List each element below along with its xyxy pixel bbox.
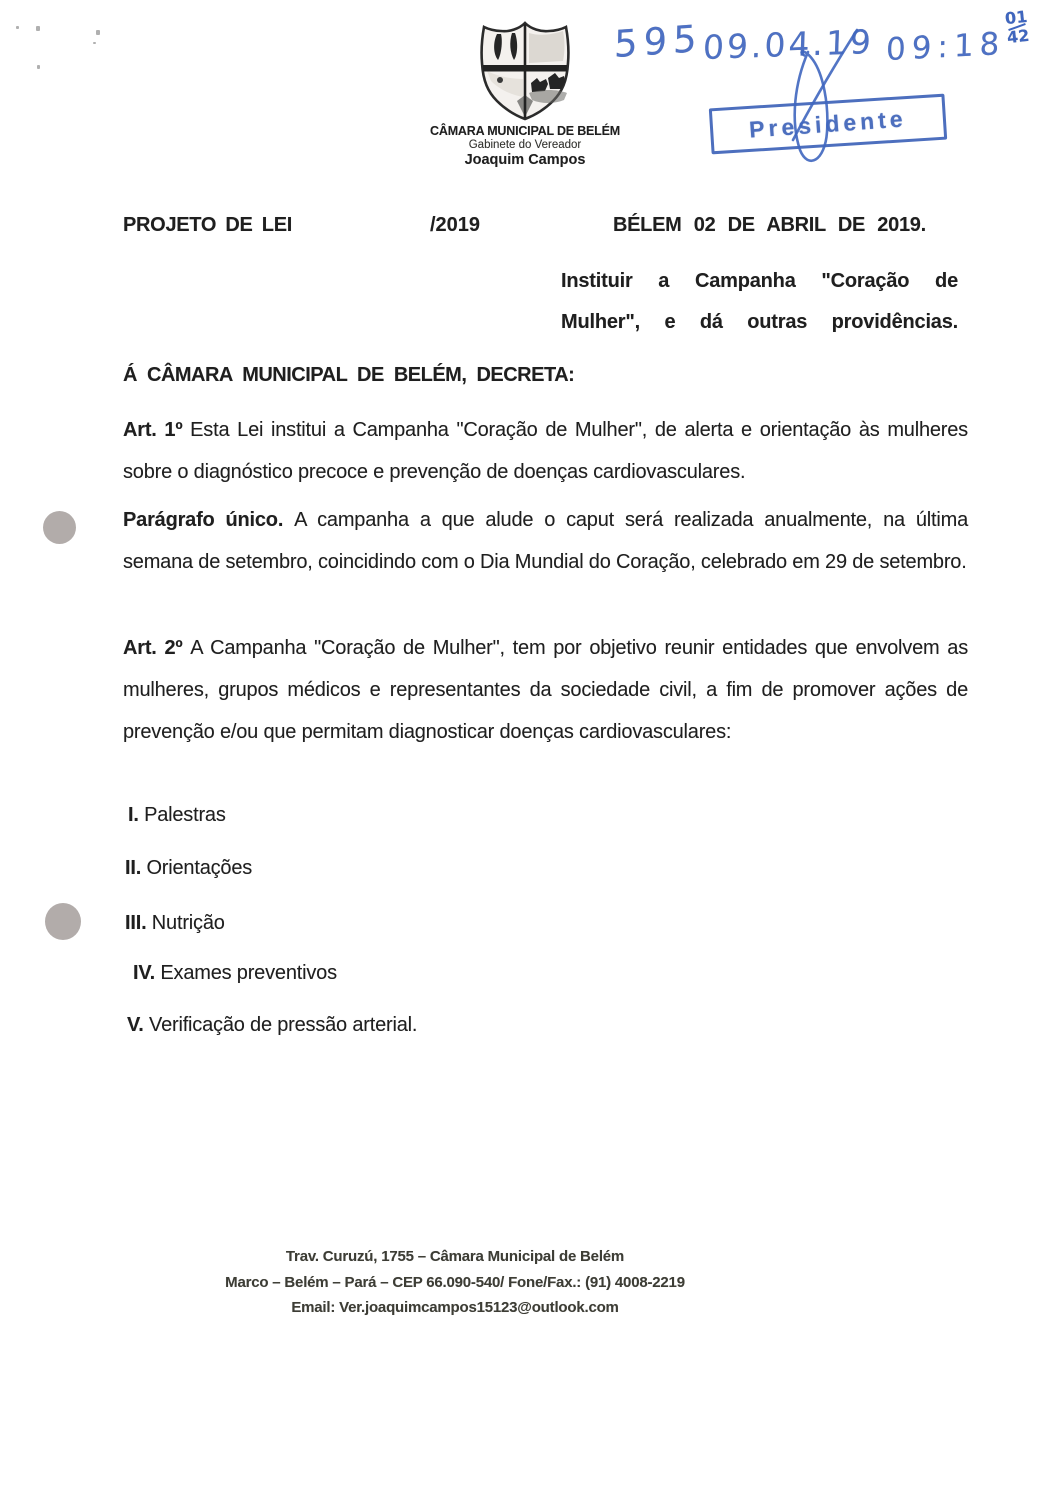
article-1-label: Art. 1º <box>123 419 183 441</box>
list-item-4-numeral: IV. <box>133 962 156 984</box>
scan-speck <box>96 30 100 35</box>
article-2 <box>123 627 968 753</box>
scan-speck <box>93 42 96 44</box>
project-number: /2019 <box>430 214 481 236</box>
city-date-line: BÉLEM 02 DE ABRIL DE 2019. <box>613 214 926 236</box>
paragrafo-unico-label: Parágrafo único. <box>123 509 284 531</box>
footer-line-2: Marco – Belém – Pará – CEP 66.090-540/ Fone/Fax.: (91) 4008-2219 <box>225 1273 685 1291</box>
paragrafo-unico <box>123 499 968 583</box>
office-name: Gabinete do Vereador <box>468 139 582 151</box>
vereador-name: Joaquim Campos <box>464 152 586 168</box>
page-fraction-top: 01 <box>1004 6 1029 29</box>
list-item-1-numeral: I. <box>128 804 139 826</box>
list-item-3-numeral: III. <box>125 912 147 934</box>
footer-line-1: Trav. Curuzú, 1755 – Câmara Municipal de Belém <box>285 1248 625 1265</box>
ementa-text: Instituir a Campanha "Coração de Mulher", e dá outras providências. <box>561 270 958 333</box>
scan-speck <box>16 26 19 29</box>
list-item-3 <box>125 902 225 944</box>
org-name: CÂMARA MUNICIPAL DE BELÉM <box>430 124 620 138</box>
list-item-2-numeral: II. <box>125 857 142 879</box>
footer-line-3: Email: Ver.joaquimcampos15123@outlook.com <box>291 1299 619 1316</box>
decree-heading: Á CÂMARA MUNICIPAL DE BELÉM, DECRETA: <box>123 364 575 386</box>
list-item-4-text: Exames preventivos <box>160 962 337 984</box>
paragrafo-unico-text: A campanha a que alude o caput será realizada anualmente, na última semana de setembro, coincidindo com o Dia Mundial do Coração, celebrado em 29 de setembro. <box>123 509 968 573</box>
list-item-2 <box>125 847 252 889</box>
article-2-text: A Campanha "Coração de Mulher", tem por objetivo reunir entidades que envolvem as mulheres, grupos médicos e representantes da sociedade civil, a fim de promover ações de prevenção e/ou que permitam diagnosticar doenças cardiovasculares: <box>123 637 969 743</box>
article-2-label: Art. 2º <box>123 637 183 659</box>
scan-speck <box>37 65 40 69</box>
title-row <box>0 204 1060 246</box>
presidente-stamp <box>709 94 947 155</box>
footer-address <box>155 1244 755 1321</box>
list-item-1 <box>128 794 226 836</box>
article-1 <box>123 409 968 493</box>
handwritten-date: 09.04.19 <box>702 21 875 68</box>
coat-of-arms-icon <box>479 20 571 122</box>
article-1-text: Esta Lei institui a Campanha "Coração de Mulher", de alerta e orientação às mulheres sobre o diagnóstico precoce e prevenção de doenças cardiovasculares. <box>123 419 968 483</box>
list-item-5-text: Verificação de pressão arterial. <box>149 1014 418 1036</box>
list-item-1-text: Palestras <box>144 804 226 826</box>
list-item-4 <box>133 952 337 994</box>
project-title: PROJETO DE LEI <box>123 214 293 236</box>
list-item-2-text: Orientações <box>146 857 253 879</box>
list-item-5 <box>127 1004 417 1046</box>
handwritten-time: 09:18 <box>885 25 1006 69</box>
punch-hole-bottom <box>45 903 81 940</box>
handwritten-page-fraction <box>1004 6 1031 48</box>
handwritten-protocol-number: 595 <box>613 16 703 67</box>
page-fraction-bottom: 42 <box>1006 25 1031 48</box>
list-item-5-numeral: V. <box>127 1014 144 1036</box>
presidente-stamp-label: Presidente <box>748 104 908 143</box>
list-item-3-text: Nutrição <box>151 912 225 934</box>
punch-hole-top <box>43 511 76 544</box>
scan-speck <box>36 26 40 31</box>
